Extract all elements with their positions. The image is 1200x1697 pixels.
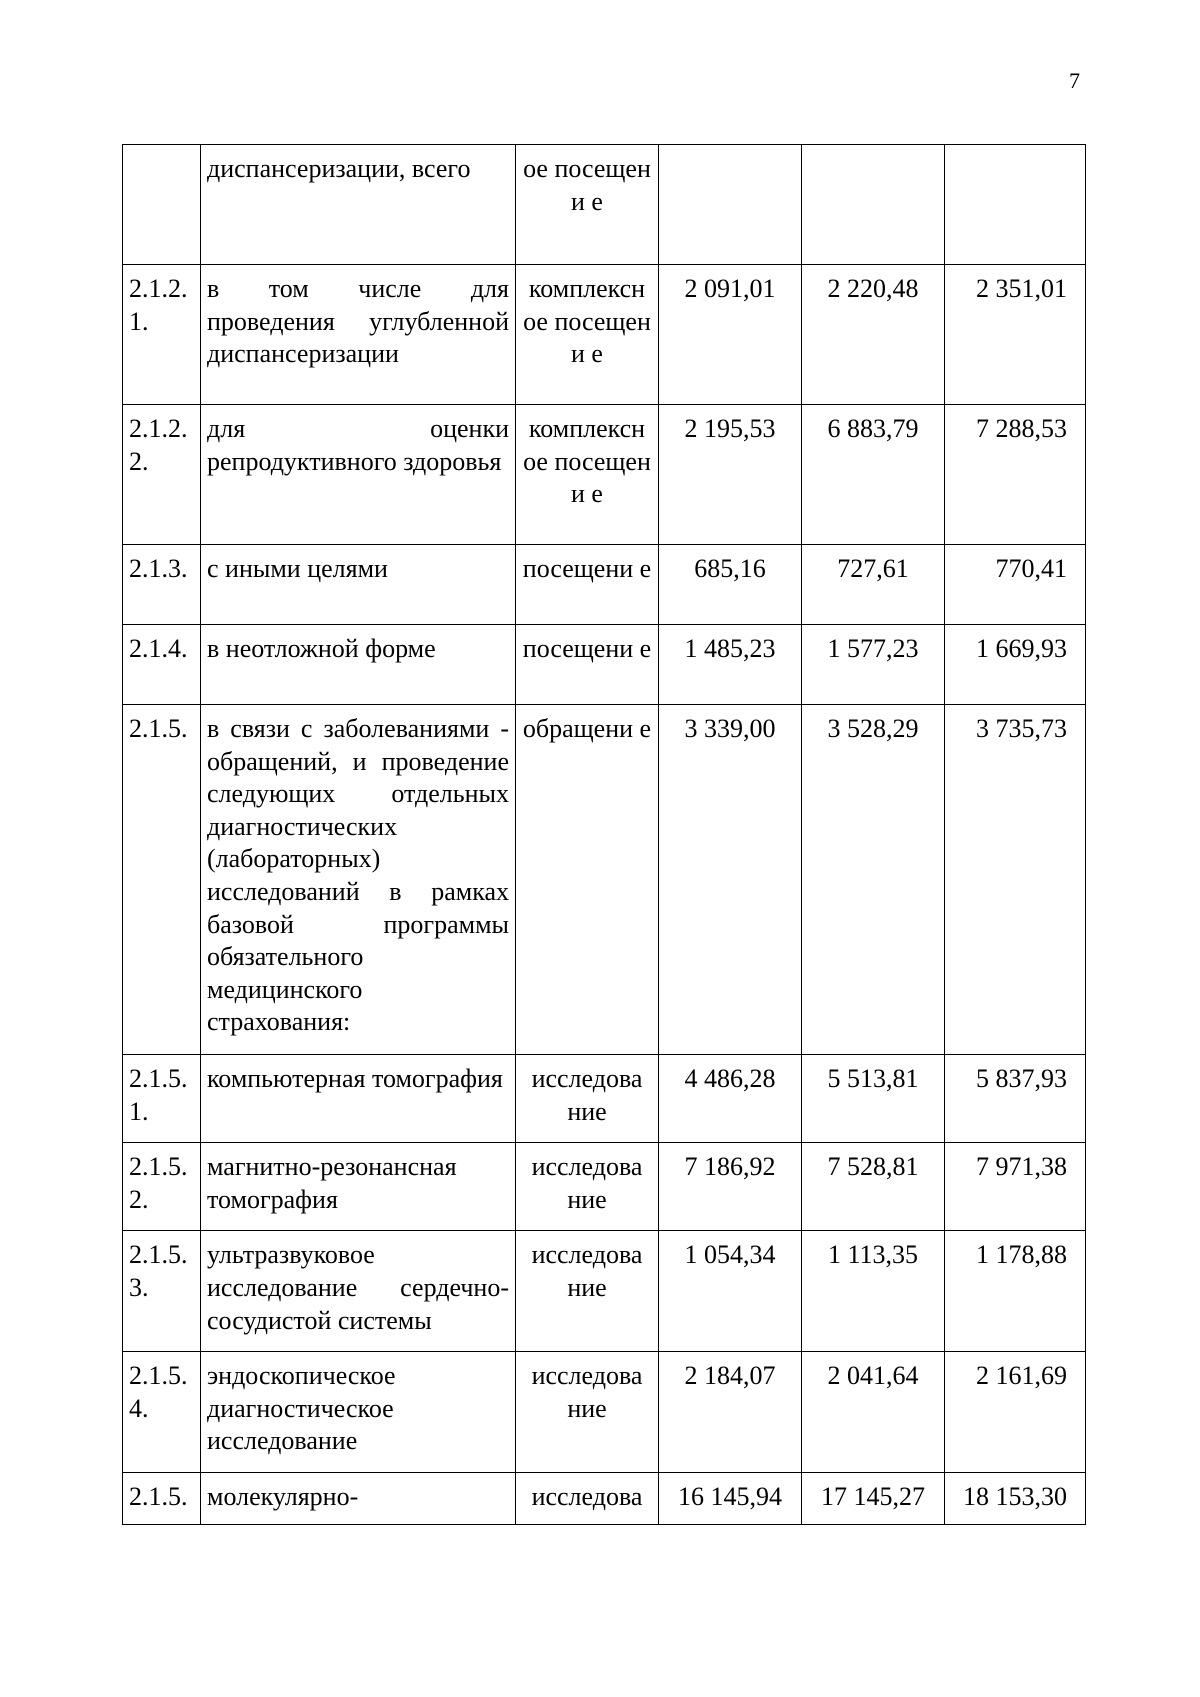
value-2025-cell: 3 528,29	[802, 705, 945, 1055]
row-number-cell	[123, 145, 201, 265]
unit-cell: посещени е	[516, 625, 659, 705]
service-name-cell: в связи с заболеваниями - обращений, и проведение следующих отдельных диагностических (лабораторных) исследований в рамках базовой программы обязательного медицинского страхования:	[201, 705, 516, 1055]
table-row	[123, 1231, 1086, 1352]
value-2026-cell: 7 971,38	[945, 1143, 1086, 1231]
service-name-cell: для оценки репродуктивного здоровья	[201, 405, 516, 545]
unit-cell: исследова ние	[516, 1055, 659, 1143]
value-2025-cell: 6 883,79	[802, 405, 945, 545]
row-number-cell	[123, 1055, 201, 1143]
row-number-part: 4.	[129, 1393, 149, 1423]
row-number-part: 1.	[129, 1096, 149, 1126]
table-row	[123, 625, 1086, 705]
service-name-cell: компьютерная томография	[201, 1055, 516, 1143]
value-2024-cell: 3 339,00	[659, 705, 802, 1055]
row-number-cell	[123, 1231, 201, 1352]
value-2024-cell	[659, 145, 802, 265]
row-number-part: 2.1.5.	[129, 1240, 188, 1270]
service-name-cell: магнитно-резонансная томография	[201, 1143, 516, 1231]
value-2024-cell: 685,16	[659, 545, 802, 625]
table-body	[123, 145, 1086, 1525]
row-number-part: 1.	[129, 306, 149, 336]
value-2025-cell: 17 145,27	[802, 1472, 945, 1524]
value-2025-cell: 2 041,64	[802, 1352, 945, 1473]
service-name-cell: в том числе для проведения углубленной диспансеризации	[201, 265, 516, 405]
value-2026-cell: 2 351,01	[945, 265, 1086, 405]
value-2024-cell: 1 485,23	[659, 625, 802, 705]
value-2025-cell: 1 577,23	[802, 625, 945, 705]
value-2024-cell: 2 091,01	[659, 265, 802, 405]
unit-cell: исследова ние	[516, 1143, 659, 1231]
value-2026-cell: 7 288,53	[945, 405, 1086, 545]
row-number-part: 2.	[129, 1184, 149, 1214]
value-2026-cell: 2 161,69	[945, 1352, 1086, 1473]
unit-cell: посещени е	[516, 545, 659, 625]
row-number-cell	[123, 265, 201, 405]
row-number-cell	[123, 1143, 201, 1231]
value-2025-cell	[802, 145, 945, 265]
row-number-part: 2.1.5.	[129, 1064, 188, 1093]
value-2025-cell: 727,61	[802, 545, 945, 625]
row-number-part: 2.1.5.	[129, 1481, 188, 1511]
row-number-part: 2.	[129, 446, 149, 476]
table-row	[123, 145, 1086, 265]
unit-cell: исследова ние	[516, 1231, 659, 1352]
table-row	[123, 1352, 1086, 1473]
table-row	[123, 405, 1086, 545]
value-2024-cell: 4 486,28	[659, 1055, 802, 1143]
service-name-cell: молекулярно-	[201, 1472, 516, 1524]
row-number-part: 2.1.5.	[129, 714, 188, 743]
row-number-part: 3.	[129, 1272, 149, 1302]
table-row	[123, 1472, 1086, 1524]
service-name-cell: ультразвуковое исследование сердечно-сосудистой системы	[201, 1231, 516, 1352]
value-2024-cell: 1 054,34	[659, 1231, 802, 1352]
service-name-cell: с иными целями	[201, 545, 516, 625]
value-2025-cell: 1 113,35	[802, 1231, 945, 1352]
value-2024-cell: 7 186,92	[659, 1143, 802, 1231]
service-name-cell: в неотложной форме	[201, 625, 516, 705]
service-name-cell: диспансеризации, всего	[201, 145, 516, 265]
value-2024-cell: 2 195,53	[659, 405, 802, 545]
value-2026-cell: 18 153,30	[945, 1472, 1086, 1524]
unit-cell: ое посещени е	[516, 145, 659, 265]
row-number-cell	[123, 405, 201, 545]
value-2025-cell: 7 528,81	[802, 1143, 945, 1231]
unit-cell: обращени е	[516, 705, 659, 1055]
table-row	[123, 1143, 1086, 1231]
row-number-cell	[123, 705, 201, 1055]
value-2026-cell: 5 837,93	[945, 1055, 1086, 1143]
row-number-cell	[123, 545, 201, 625]
service-name-cell: эндоскопическое диагностическое исследование	[201, 1352, 516, 1473]
value-2024-cell: 16 145,94	[659, 1472, 802, 1524]
tariff-table	[122, 144, 1086, 1525]
row-number-cell	[123, 1352, 201, 1473]
unit-cell: исследова	[516, 1472, 659, 1524]
value-2025-cell: 5 513,81	[802, 1055, 945, 1143]
row-number-part: 2.1.4.	[129, 634, 188, 663]
value-2026-cell: 1 669,93	[945, 625, 1086, 705]
row-number-part: 2.1.3.	[129, 554, 188, 583]
table-row	[123, 265, 1086, 405]
value-2026-cell	[945, 145, 1086, 265]
value-2026-cell: 770,41	[945, 545, 1086, 625]
unit-cell: исследова ние	[516, 1352, 659, 1473]
value-2026-cell: 1 178,88	[945, 1231, 1086, 1352]
table-row	[123, 705, 1086, 1055]
page-number: 7	[1069, 68, 1080, 93]
row-number-part: 2.1.2.	[129, 274, 188, 303]
row-number-cell	[123, 625, 201, 705]
unit-cell: комплексн ое посещени е	[516, 265, 659, 405]
table-row	[123, 1055, 1086, 1143]
value-2025-cell: 2 220,48	[802, 265, 945, 405]
row-number-part: 2.1.5.	[129, 1361, 188, 1391]
table-row	[123, 545, 1086, 625]
row-number-cell	[123, 1472, 201, 1524]
value-2026-cell: 3 735,73	[945, 705, 1086, 1055]
value-2024-cell: 2 184,07	[659, 1352, 802, 1473]
row-number-part: 2.1.5.	[129, 1152, 188, 1182]
row-number-part: 2.1.2.	[129, 414, 188, 443]
unit-cell: комплексн ое посещени е	[516, 405, 659, 545]
